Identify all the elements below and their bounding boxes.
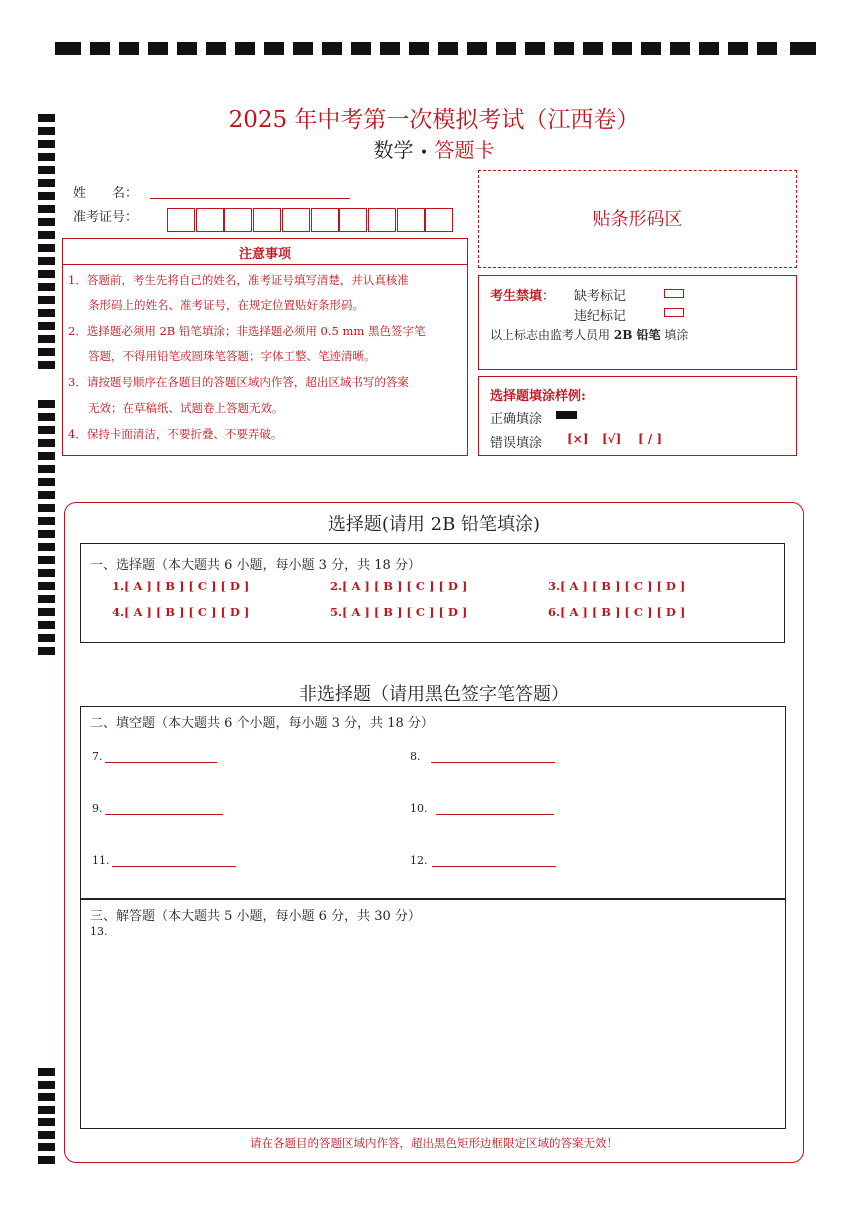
timing-mark: [322, 42, 342, 55]
id-digit-box[interactable]: [253, 208, 281, 232]
id-digit-box[interactable]: [196, 208, 224, 232]
correct-fill-label: 正确填涂: [490, 412, 543, 427]
fill-section-title: 二、填空题（本大题共 6 个小题，每小题 3 分，共 18 分）: [90, 716, 434, 731]
timing-mark: [38, 621, 55, 629]
timing-mark: [177, 42, 197, 55]
timing-mark: [380, 42, 400, 55]
notice-line-3: 2．选择题必须用 2B 铅笔填涂；非选择题必须用 0.5 mm 黑色签字笔: [68, 324, 426, 338]
timing-mark: [38, 322, 55, 330]
timing-mark: [38, 647, 55, 655]
notice-line-1: 1．答题前，考生先将自己的姓名，准考证号填写清楚，并认真核准: [68, 273, 409, 287]
exam-title: 2025 年中考第一次模拟考试（江西卷）: [228, 107, 640, 133]
wrong-mark-3: [ / ]: [638, 432, 663, 446]
timing-mark: [351, 42, 371, 55]
timing-mark: [38, 634, 55, 642]
choice-q1[interactable]: 1.[ A ] [ B ] [ C ] [ D ]: [112, 579, 250, 593]
timing-mark: [612, 42, 632, 55]
timing-mark: [496, 42, 516, 55]
id-digit-box[interactable]: [339, 208, 367, 232]
choice-q2[interactable]: 2.[ A ] [ B ] [ C ] [ D ]: [330, 579, 468, 593]
timing-mark: [38, 400, 55, 408]
timing-mark: [90, 42, 110, 55]
timing-mark: [641, 42, 661, 55]
timing-mark: [38, 426, 55, 434]
notice-title: 注意事项: [238, 247, 291, 262]
id-digit-box[interactable]: [397, 208, 425, 232]
choice-q4[interactable]: 4.[ A ] [ B ] [ C ] [ D ]: [112, 605, 250, 619]
timing-mark: [38, 270, 55, 278]
timing-mark: [757, 42, 777, 55]
timing-mark: [38, 296, 55, 304]
timing-mark: [38, 361, 55, 369]
timing-mark: [670, 42, 690, 55]
wrong-fill-label: 错误填涂: [490, 436, 543, 451]
timing-mark: [38, 504, 55, 512]
wrong-mark-2: [√]: [602, 432, 622, 446]
separator-dot: •: [419, 145, 429, 161]
violation-mark-label: 违纪标记: [574, 309, 627, 324]
timing-mark: [293, 42, 313, 55]
timing-mark: [38, 1106, 55, 1114]
timing-mark: [38, 348, 55, 356]
notice-line-2: 条形码上的姓名、准考证号，在规定位置贴好条形码。: [88, 298, 364, 312]
id-digit-box[interactable]: [224, 208, 252, 232]
blank-q12-num: 12.: [410, 854, 428, 867]
notice-box: [62, 238, 468, 456]
forbid-note-bold: 2B 铅笔: [613, 328, 661, 342]
left-timing-marks-middle: [38, 400, 55, 660]
top-timing-marks: [55, 42, 815, 56]
timing-mark: [38, 231, 55, 239]
choice-heading: 选择题(请用 2B 铅笔填涂): [327, 514, 541, 535]
timing-mark: [38, 595, 55, 603]
violation-mark-box[interactable]: [664, 308, 684, 317]
name-label: 姓 名：: [73, 186, 139, 201]
forbid-note-suffix: 填涂: [664, 328, 689, 342]
id-label: 准考证号：: [73, 210, 139, 225]
timing-mark: [554, 42, 574, 55]
correct-fill-sample: [556, 411, 577, 419]
choice-section-title: 一、选择题（本大题共 6 小题，每小题 3 分，共 18 分）: [90, 558, 421, 573]
timing-mark: [38, 556, 55, 564]
id-digit-box[interactable]: [167, 208, 195, 232]
id-digit-box[interactable]: [425, 208, 453, 232]
footer-warning: 请在各题目的答题区域内作答，超出黑色矩形边框限定区域的答案无效！: [250, 1136, 618, 1150]
forbid-label-row: [490, 285, 555, 304]
timing-mark: [467, 42, 487, 55]
timing-mark: [790, 42, 816, 55]
timing-mark: [38, 309, 55, 317]
timing-mark: [525, 42, 545, 55]
blank-q9[interactable]: [92, 802, 223, 815]
timing-mark: [699, 42, 719, 55]
timing-mark: [409, 42, 429, 55]
blank-q8[interactable]: [410, 750, 555, 763]
absent-mark-box[interactable]: [664, 289, 684, 298]
timing-mark: [438, 42, 458, 55]
solve-box[interactable]: [80, 899, 786, 1129]
timing-mark: [264, 42, 284, 55]
timing-mark: [38, 413, 55, 421]
timing-mark: [38, 218, 55, 226]
q13-label: 13.: [90, 925, 108, 938]
blank-q7-num: 7.: [92, 750, 103, 763]
solve-section-title: 三、解答题（本大题共 5 小题，每小题 6 分，共 30 分）: [90, 909, 421, 924]
blank-q10[interactable]: [410, 802, 554, 815]
timing-mark: [38, 205, 55, 213]
timing-mark: [38, 1131, 55, 1139]
barcode-label: 贴条形码区: [592, 209, 683, 230]
timing-mark: [38, 1143, 55, 1151]
wrong-mark-1: [×]: [567, 432, 589, 446]
blank-q9-num: 9.: [92, 802, 103, 815]
sample-title: 选择题填涂样例:: [490, 389, 586, 404]
timing-mark: [206, 42, 226, 55]
blank-q7[interactable]: [92, 750, 217, 763]
timing-mark: [38, 1156, 55, 1164]
barcode-area: [478, 170, 797, 268]
timing-mark: [38, 517, 55, 525]
notice-line-5: 3．请按题号顺序在各题目的答题区域内作答，超出区域书写的答案: [68, 375, 409, 389]
subject-name: 数学: [373, 138, 414, 162]
blank-q8-num: 8.: [410, 750, 421, 763]
timing-mark: [38, 1093, 55, 1101]
timing-mark: [235, 42, 255, 55]
timing-mark: [38, 257, 55, 265]
forbid-note: [490, 326, 688, 343]
forbid-label: 考生禁填: [490, 289, 543, 304]
timing-mark: [583, 42, 603, 55]
timing-mark: [38, 1068, 55, 1076]
name-field[interactable]: [150, 198, 350, 199]
blank-q10-num: 10.: [410, 802, 428, 815]
timing-mark: [38, 1081, 55, 1089]
blank-q12[interactable]: [410, 854, 556, 867]
notice-line-4: 答题，不得用铅笔或圆珠笔答题；字体工整、笔迹清晰。: [88, 349, 376, 363]
notice-line-6: 无效；在草稿纸、试题卷上答题无效。: [88, 401, 284, 415]
timing-mark: [38, 283, 55, 291]
blank-q11[interactable]: [92, 854, 236, 867]
notice-line-7: 4．保持卡面清洁，不要折叠、不要弄破。: [68, 427, 283, 441]
blank-q11-num: 11.: [92, 854, 110, 867]
timing-mark: [55, 42, 81, 55]
timing-mark: [38, 608, 55, 616]
id-digit-box[interactable]: [368, 208, 396, 232]
id-digit-box[interactable]: [282, 208, 310, 232]
timing-mark: [38, 569, 55, 577]
timing-mark: [148, 42, 168, 55]
left-timing-marks-lower: [38, 1068, 55, 1168]
timing-mark: [119, 42, 139, 55]
id-digit-box[interactable]: [311, 208, 339, 232]
timing-mark: [38, 179, 55, 187]
timing-mark: [38, 465, 55, 473]
choice-q6[interactable]: 6.[ A ] [ B ] [ C ] [ D ]: [548, 605, 686, 619]
timing-mark: [728, 42, 748, 55]
timing-mark: [38, 439, 55, 447]
forbid-colon: ：: [542, 289, 556, 304]
timing-mark: [38, 543, 55, 551]
forbid-note-prefix: 以上标志由监考人员用: [490, 328, 611, 342]
timing-mark: [38, 1118, 55, 1126]
nonchoice-heading: 非选择题（请用黑色签字笔答题）: [299, 684, 569, 705]
timing-mark: [38, 166, 55, 174]
subtitle: [0, 134, 868, 163]
timing-mark: [38, 478, 55, 486]
choice-q3[interactable]: 3.[ A ] [ B ] [ C ] [ D ]: [548, 579, 686, 593]
timing-mark: [38, 335, 55, 343]
timing-mark: [38, 491, 55, 499]
timing-mark: [38, 452, 55, 460]
timing-mark: [38, 192, 55, 200]
timing-mark: [38, 244, 55, 252]
choice-q5[interactable]: 5.[ A ] [ B ] [ C ] [ D ]: [330, 605, 468, 619]
absent-mark-label: 缺考标记: [574, 289, 627, 304]
card-name: 答题卡: [434, 138, 495, 162]
timing-mark: [38, 582, 55, 590]
timing-mark: [38, 530, 55, 538]
